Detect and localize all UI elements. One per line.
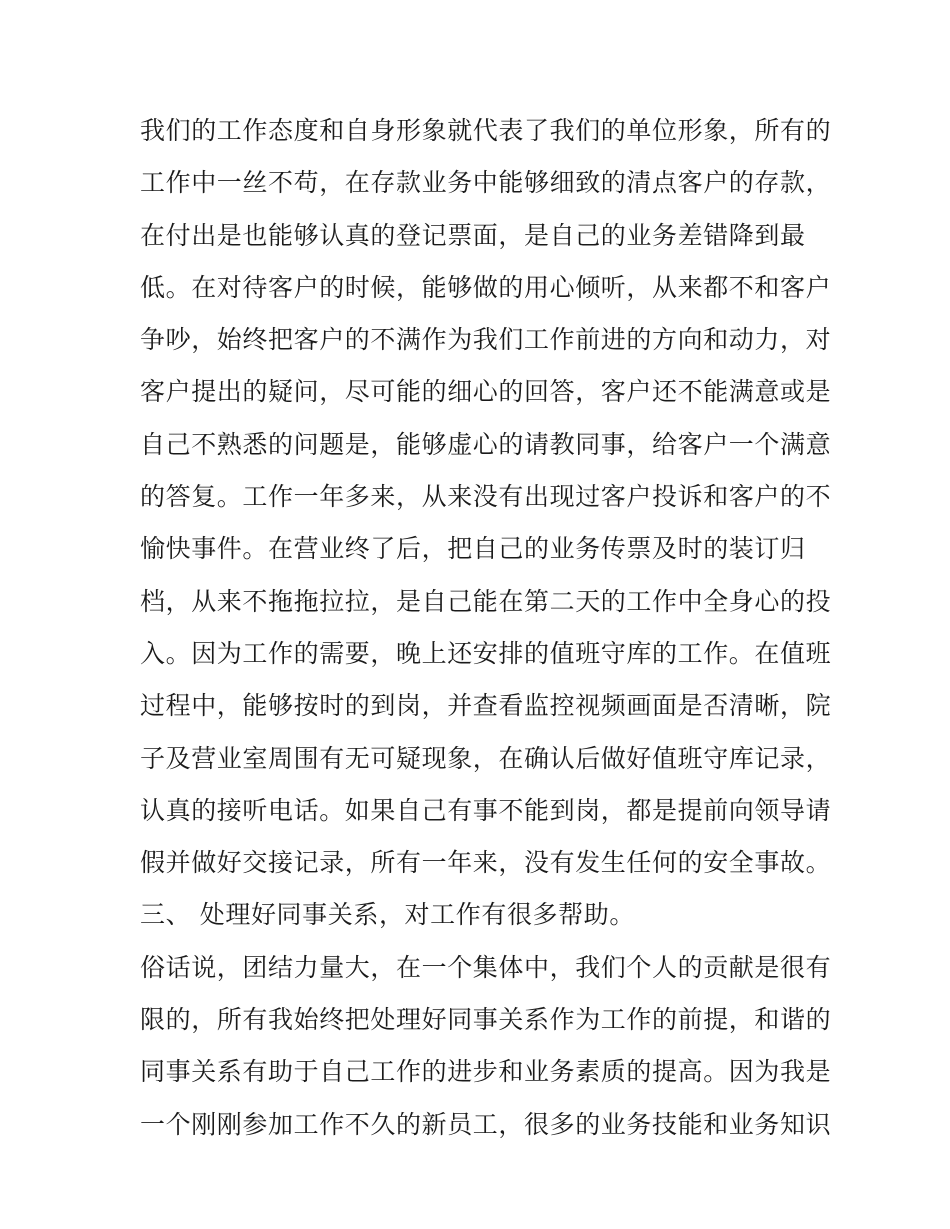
text-line: 俗话说，团结力量大，在一个集体中，我们个人的贡献是很有 [140, 952, 832, 982]
text-line: 入。因为工作的需要，晚上还安排的值班守库的工作。在值班 [140, 638, 832, 668]
text-line: 假并做好交接记录，所有一年来，没有发生任何的安全事故。 [140, 848, 832, 878]
text-line: 过程中，能够按时的到岗，并查看监控视频画面是否清晰，院 [140, 691, 832, 721]
text-line: 低。在对待客户的时候，能够做的用心倾听，从来都不和客户 [140, 272, 832, 302]
text-line: 限的，所有我始终把处理好同事关系作为工作的前提，和谐的 [140, 1005, 832, 1035]
body-text [140, 105, 832, 1151]
text-line: 同事关系有助于自己工作的进步和业务素质的提高。因为我是 [140, 1057, 832, 1087]
text-line: 工作中一丝不苟，在存款业务中能够细致的清点客户的存款， [140, 168, 832, 198]
text-line: 认真的接听电话。如果自己有事不能到岗，都是提前向领导请 [140, 795, 832, 825]
text-line: 子及营业室周围有无可疑现象，在确认后做好值班守库记录， [140, 743, 832, 773]
section-heading: 三、 处理好同事关系，对工作有很多帮助。 [140, 900, 635, 930]
text-line: 的答复。工作一年多来，从来没有出现过客户投诉和客户的不 [140, 482, 832, 512]
text-line: 客户提出的疑问，尽可能的细心的回答，客户还不能满意或是 [140, 377, 832, 407]
text-line: 在付出是也能够认真的登记票面，是自己的业务差错降到最 [140, 220, 806, 250]
text-line: 自己不熟悉的问题是，能够虚心的请教同事，给客户一个满意 [140, 429, 832, 459]
text-line: 愉快事件。在营业终了后，把自己的业务传票及时的装订归 [140, 534, 806, 564]
text-line: 档，从来不拖拖拉拉，是自己能在第二天的工作中全身心的投 [140, 586, 832, 616]
text-line: 争吵，始终把客户的不满作为我们工作前进的方向和动力，对 [140, 325, 832, 355]
text-line: 一个刚刚参加工作不久的新员工，很多的业务技能和业务知识 [140, 1109, 832, 1139]
text-line: 我们的工作态度和自身形象就代表了我们的单位形象，所有的 [140, 116, 832, 145]
